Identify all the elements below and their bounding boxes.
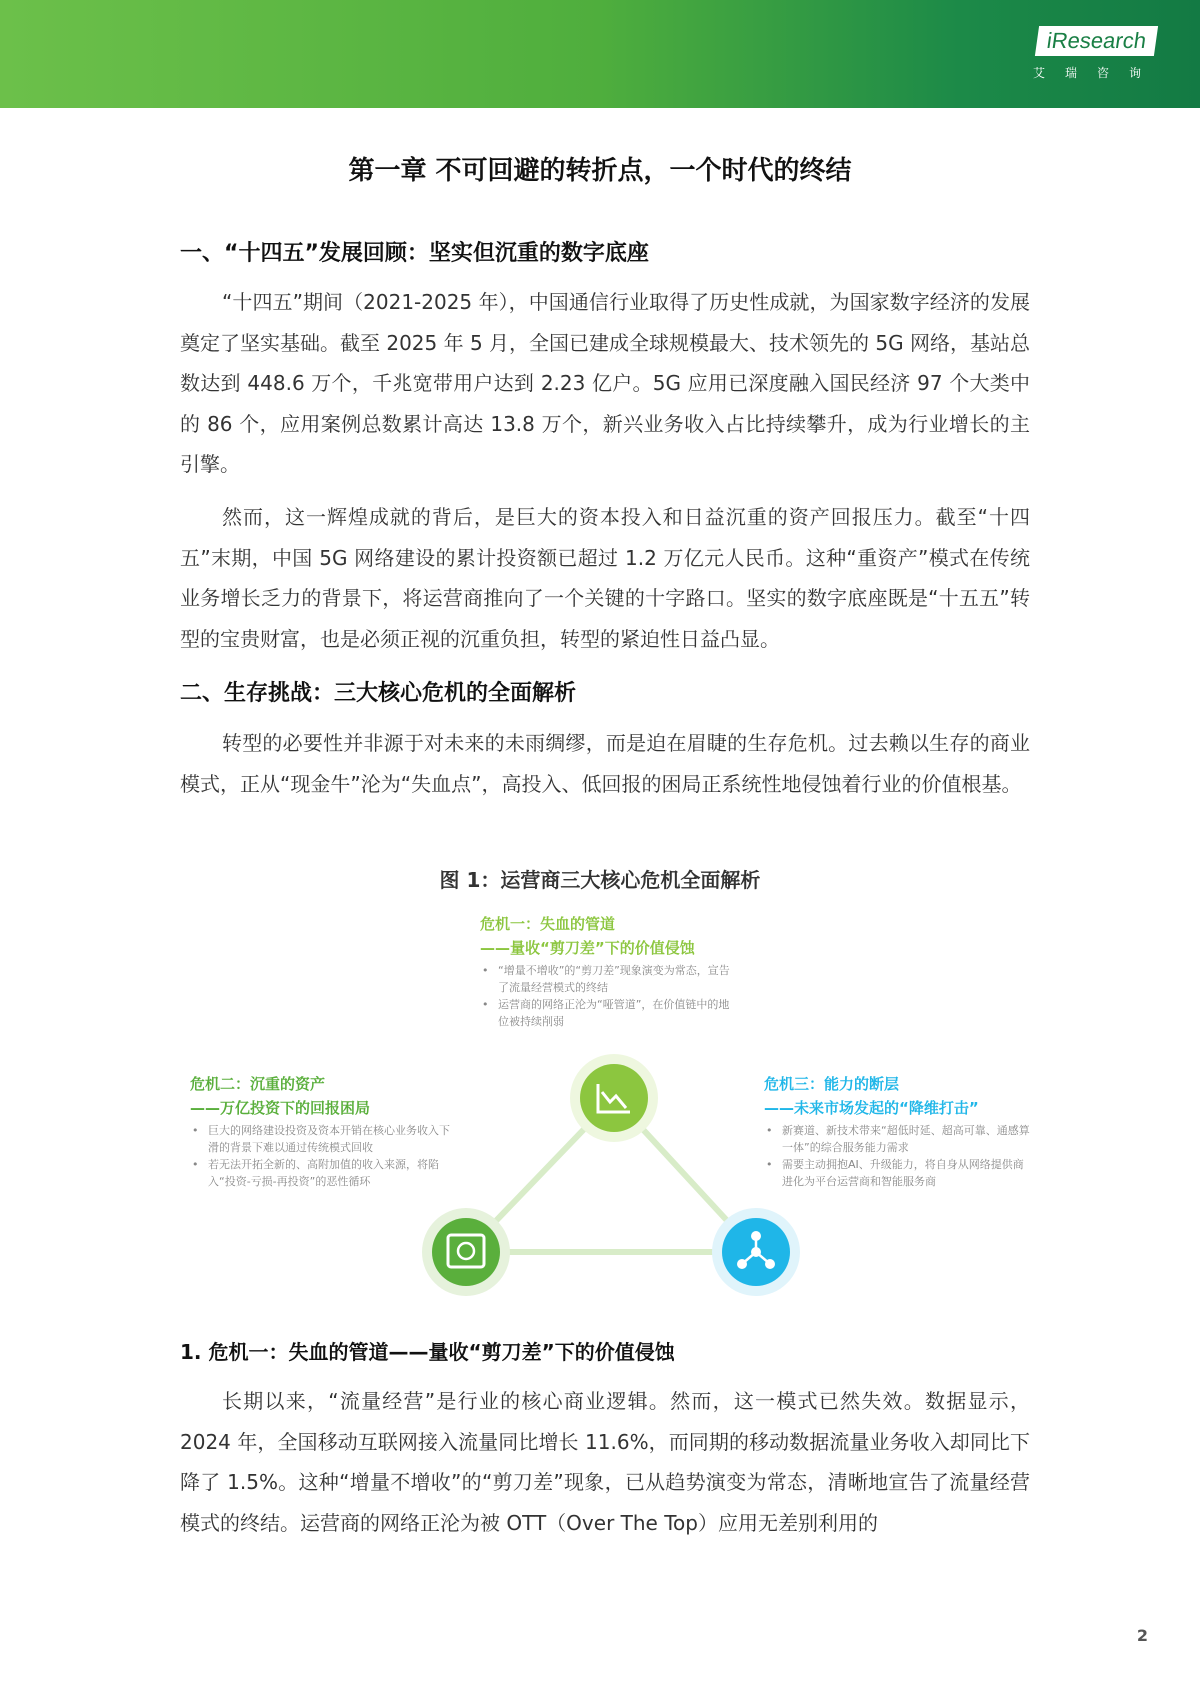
crisis-3-subtitle: ——未来市场发起的“降维打击” [764,1099,979,1117]
crisis-1-bullet: • 运营商的网络正沦为“哑管道”，在价值链中的地位被持续削弱 [480,996,740,1030]
safe-asset-icon [422,1208,510,1296]
crisis-1-title: 危机一：失血的管道 [480,915,616,933]
crisis-2-bullet: • 巨大的网络建设投资及资本开销在核心业务收入下滑的背景下难以通过传统模式回收 [190,1122,450,1156]
chart-decline-icon [570,1054,658,1142]
subsection-heading: 1. 危机一：失血的管道——量收“剪刀差”下的价值侵蚀 [180,1340,675,1364]
crisis-2-title: 危机二：沉重的资产 [190,1075,326,1093]
crisis-1-bullet: • “增量不增收”的“剪刀差”现象演变为常态，宣告了流量经营模式的终结 [480,962,740,996]
crisis-1-subtitle: ——量收“剪刀差”下的价值侵蚀 [480,939,695,957]
crisis-3-bullet: • 新赛道、新技术带来“超低时延、超高可靠、通感算一体”的综合服务能力需求 [764,1122,1034,1156]
paragraph: 长期以来，“流量经营”是行业的核心商业逻辑。然而，这一模式已然失效。数据显示，2024 年，全国移动互联网接入流量同比增长 11.6%，而同期的移动数据流量业务收入却同比下降了 1.5%。这种“增量不增收”的“剪刀差”现象，已从趋势演变为常态，清晰地宣告了流量经营模式的终结。运营商的网络正沦为被 OTT（Over The Top）应用无差别利用的 [180,1389,1030,1535]
paragraph: “十四五”期间（2021-2025 年），中国通信行业取得了历史性成就，为国家数字经济的发展奠定了坚实基础。截至 2025 年 5 月，全国已建成全球规模最大、技术领先的 5G 网络，基站总数达到 448.6 万个，千兆宽带用户达到 2.23 亿户。5G 应用已深度融入国民经济 97 个大类中的 86 个，应用案例总数累计高达 13.8 万个，新兴业务收入占比持续攀升，成为行业增长的主引擎。 [180,290,1030,476]
crisis-2-subtitle: ——万亿投资下的回报困局 [190,1099,371,1117]
crisis-3-bullet: • 需要主动拥抱AI、升级能力，将自身从网络提供商进化为平台运营商和智能服务商 [764,1156,1034,1190]
chapter-title: 第一章 不可回避的转折点，一个时代的终结 [348,156,852,186]
paragraph: 转型的必要性并非源于对未来的未雨绸缪，而是迫在眉睫的生存危机。过去赖以生存的商业模式，正从“现金牛”沦为“失血点”，高投入、低回报的困局正系统性地侵蚀着行业的价值根基。 [180,731,1030,796]
section-heading-1: 一、“十四五”发展回顾：坚实但沉重的数字底座 [180,241,649,266]
logo-subtitle: 艾瑞咨询 [1032,66,1161,80]
logo-text: iResearch [1035,26,1158,56]
page-number: 2 [1136,1626,1148,1645]
paragraph: 然而，这一辉煌成就的背后，是巨大的资本投入和日益沉重的资产回报压力。截至“十四五”末期，中国 5G 网络建设的累计投资额已超过 1.2 万亿元人民币。这种“重资产”模式在传统业务增长乏力的背景下，将运营商推向了一个关键的十字路口。坚实的数字底座既是“十五五”转型的宝贵财富，也是必须正视的沉重负担，转型的紧迫性日益凸显。 [180,505,1030,651]
crisis-2-bullet: • 若无法开拓全新的、高附加值的收入来源，将陷入“投资-亏损-再投资”的恶性循环 [190,1156,450,1190]
crisis-3-title: 危机三：能力的断层 [764,1075,900,1093]
network-nodes-icon [712,1208,800,1296]
figure-title: 图 1：运营商三大核心危机全面解析 [439,868,761,892]
section-heading-2: 二、生存挑战：三大核心危机的全面解析 [180,681,577,706]
